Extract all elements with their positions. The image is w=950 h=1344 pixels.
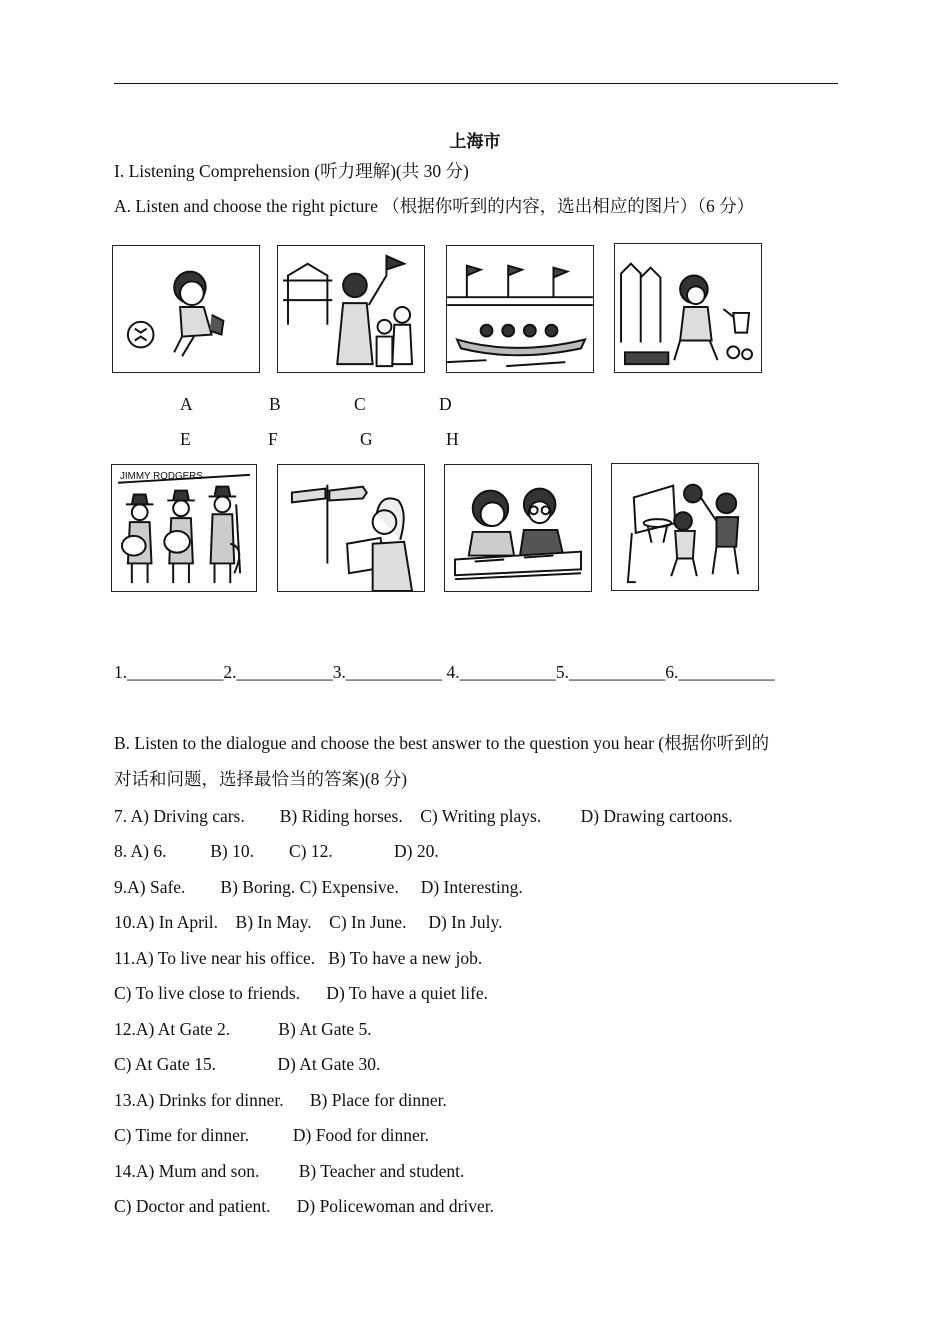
dragon-boat-race-picture (446, 245, 594, 373)
picture-label-a: A (180, 394, 193, 414)
question-14: 14.A) Mum and son. B) Teacher and student. (114, 1161, 465, 1181)
page-title: 上海市 (449, 132, 501, 151)
cowboy-band-picture (111, 464, 257, 592)
answer-blanks: 1.___________2.___________3.___________ 4.___________5.___________6.___________ (114, 662, 775, 682)
question-8: 8. A) 6. B) 10. C) 12. D) 20. (114, 841, 439, 861)
question-13-options-cd: C) Time for dinner. D) Food for dinner. (114, 1125, 429, 1145)
picture-label-c: C (354, 394, 366, 414)
question-12-options-cd: C) At Gate 15. D) At Gate 30. (114, 1054, 381, 1074)
question-10: 10.A) In April. B) In May. C) In June. D) In July. (114, 912, 503, 932)
picture-label-h: H (446, 429, 459, 449)
question-14-options-cd: C) Doctor and patient. D) Policewoman and driver. (114, 1196, 495, 1216)
question-13: 13.A) Drinks for dinner. B) Place for dinner. (114, 1090, 447, 1110)
section-heading: I. Listening Comprehension (听力理解)(共 30 分) (114, 161, 469, 181)
part-b-instruction-line2: 对话和问题，选择最恰当的答案)(8 分) (114, 769, 408, 789)
students-studying-picture (444, 464, 592, 592)
picture-label-d: D (439, 394, 452, 414)
picture-label-g: G (360, 429, 373, 449)
tour-guide-flag-picture (277, 245, 425, 373)
part-b-instruction-line1: B. Listen to the dialogue and choose the best answer to the question you hear (根据你听到的 (114, 733, 770, 753)
sign-text: JIMMY RODGERS (120, 470, 203, 482)
girl-reading-map-signpost-picture (277, 464, 425, 592)
header-rule (114, 83, 838, 84)
picture-label-e: E (180, 429, 191, 449)
question-11-options-cd: C) To live close to friends. D) To have a quiet life. (114, 983, 489, 1003)
picture-label-f: F (268, 429, 278, 449)
kids-basketball-picture (611, 463, 759, 591)
boy-football-picture (112, 245, 260, 373)
girl-gardening-picture (614, 243, 762, 373)
question-9: 9.A) Safe. B) Boring. C) Expensive. D) Interesting. (114, 877, 523, 897)
picture-label-b: B (269, 394, 281, 414)
question-7: 7. A) Driving cars. B) Riding horses. C) Writing plays. D) Drawing cartoons. (114, 806, 733, 826)
question-12: 12.A) At Gate 2. B) At Gate 5. (114, 1019, 372, 1039)
question-11: 11.A) To live near his office. B) To have a new job. (114, 948, 483, 968)
part-a-instruction: A. Listen and choose the right picture （根据你听到的内容，选出相应的图片）（6 分） (114, 196, 755, 216)
